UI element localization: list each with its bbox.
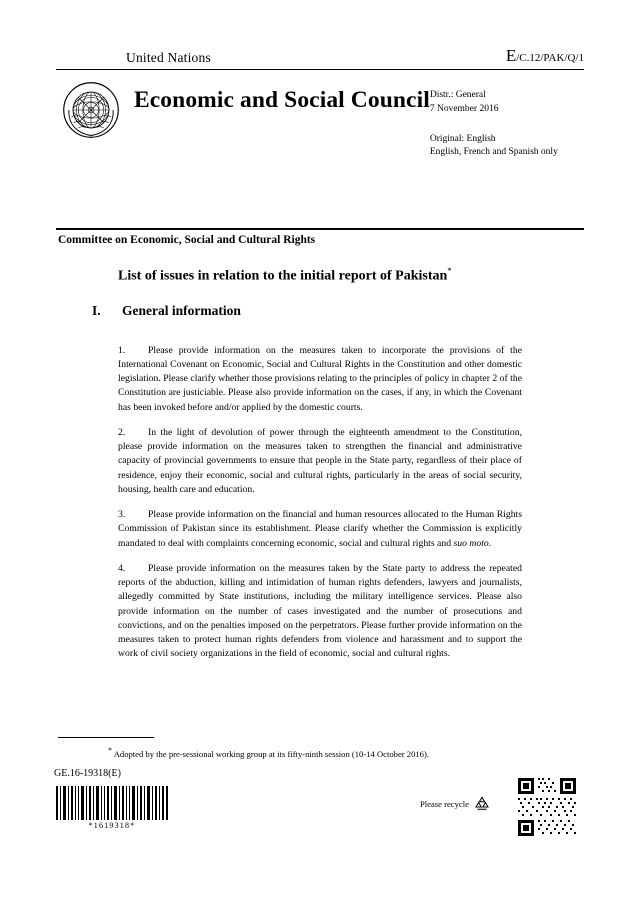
paragraph-text: Please provide information on the measures taken by the State party to address the repeated reports of the abduction, killing and intimidation of human rights defenders, lawyers and journalists, allegedly committed by State institutions, including the military intelligence services. Please also provide information on the number of cases investigated and the number of prosecutions and convictions, and on the penalties imposed on the perpetrators. Please further provide information on the measures taken to protect human rights defenders from violence and harassment and to support the work of civil society organizations in the field of economic, social and cultural rights. [118,562,522,660]
section-number: I. [92,303,101,318]
masthead-metadata [430,77,595,160]
job-number: GE.16-19318(E) [54,768,121,779]
masthead [56,46,584,160]
document-date: 7 November 2016 [429,103,499,114]
recycle-label: Please recycle [420,799,469,809]
document-symbol-rest: /C.12/PAK/Q/1 [516,52,584,64]
paragraph-number: 1. [118,344,126,356]
distribution-label: Distr.: General [429,90,486,100]
masthead-top-line [56,46,584,70]
page-title-text: List of issues in relation to the initial report of Pakistan [118,268,448,284]
committee-name: Committee on Economic, Social and Cultural Rights [58,234,316,246]
un-emblem-icon [62,81,120,139]
paragraph-italic-term: suo moto [453,537,489,549]
paragraph-number: 3. [118,509,126,521]
masthead-body [56,77,584,160]
footnote [108,746,548,759]
paragraph-text: Please provide information on the measures taken to incorporate the provisions of the International Covenant on Economic, Social and Cultural Rights in the Constitution and other domestic legislation. Please clarify whether those provisions relating to the principles of policy in chapter 2 of the Constitution are justiciable. Please also provide information on the cases, if any, in which the Covenant has been invoked before and/or applied by the domestic courts. [118,344,522,413]
recycle-notice [420,795,491,813]
body-paragraphs [118,334,522,673]
footnote-marker: * [108,746,112,755]
qr-code-icon [516,776,578,838]
document-symbol-prefix: E [505,46,517,65]
paragraph-number: 4. [118,562,126,574]
paragraph-text-after-italic: . [488,537,492,549]
organization-name: United Nations [126,50,211,65]
section-heading [92,303,572,319]
publication-title: Economic and Social Council [134,87,430,113]
document-symbol [506,46,584,66]
barcode-digits: *1619318* [88,821,136,830]
paragraph-2 [118,426,522,497]
page-title [118,266,578,285]
paragraph-number: 2. [118,426,126,438]
paragraph-1 [118,344,522,415]
footnote-divider [58,737,154,738]
original-language: Original: English [429,133,496,144]
title-footnote-marker: * [447,266,452,276]
barcode-icon [54,786,170,820]
section-heading-text: General information [122,303,241,318]
available-languages: English, French and Spanish only [429,147,558,158]
paragraph-text: In the light of devolution of power through the eighteenth amendment to the Constitution, please provide information on the measures taken to strengthen the financial and administrative capacity of provincial governments to ensure that people in the State party, regardless of their place of residence, enjoy their economic, social and cultural rights, particularly in the areas of social security, housing, health care and education. [118,426,522,495]
paragraph-4 [118,562,522,662]
header-divider [56,228,584,230]
footnote-text: Adopted by the pre-sessional working group at its fifty-ninth session (10-14 October 2016). [113,748,429,759]
paragraph-3 [118,508,522,551]
paragraph-text-before-italic: Please provide information on the financial and human resources allocated to the Human Rights Commission of Pakistan since its establishment. Please clarify whether the Commission is explicitly mandated to deal with complaints concerning economic, social and cultural rights and [118,509,522,549]
recycle-icon [473,795,491,813]
